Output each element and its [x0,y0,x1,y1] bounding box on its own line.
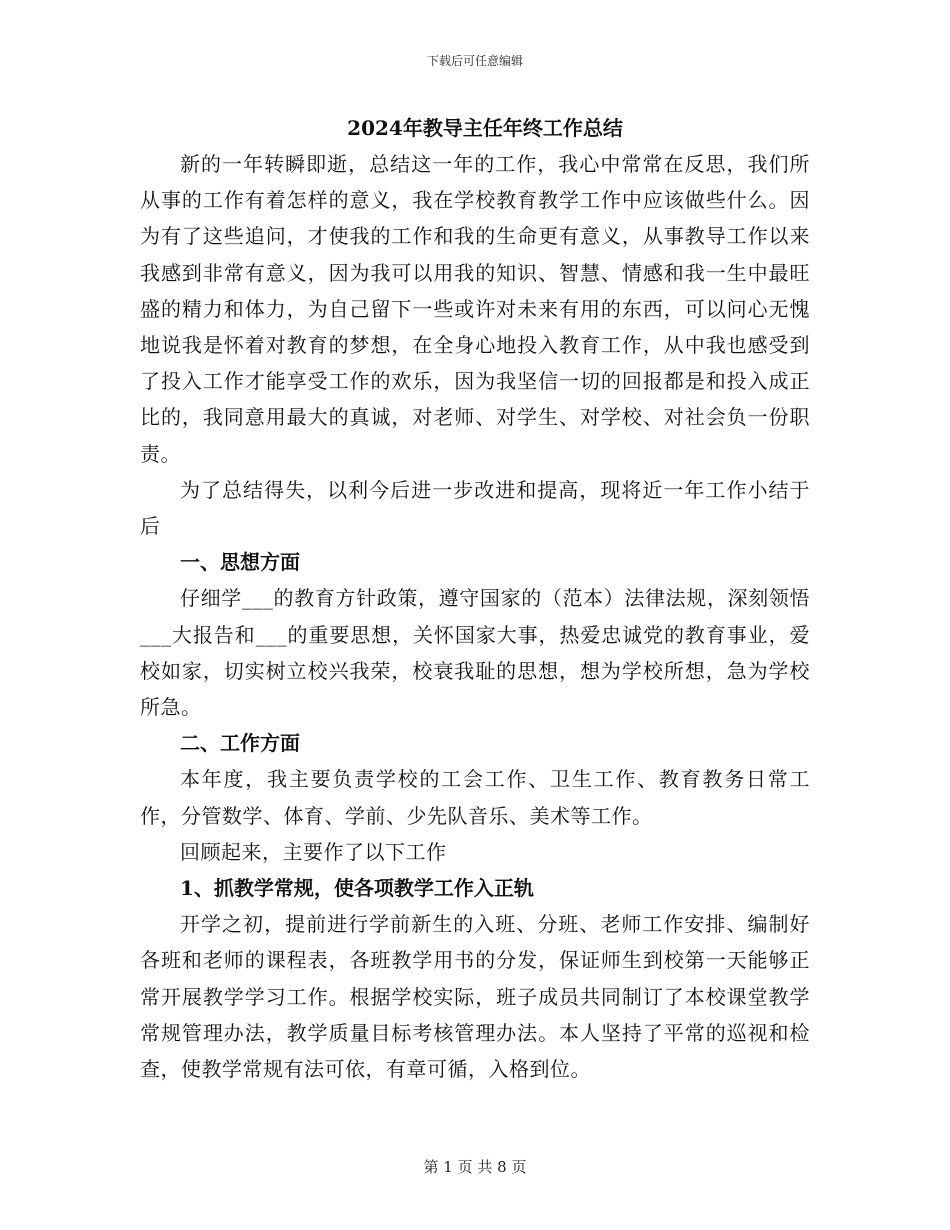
document-title: 2024年教导主任年终工作总结 [347,116,623,140]
section-heading: 一、思想方面 [180,550,300,575]
subsection-heading: 1、抓教学常规，使各项教学工作入正轨 [180,876,534,901]
section-heading: 二、工作方面 [180,731,300,756]
document-body [140,110,810,1087]
paragraph: 回顾起来，主要作了以下工作 [180,839,447,864]
header-note: 下载后可任意编辑 [426,54,523,68]
page-number: 第 1 页 共 8 页 [423,1158,527,1176]
paragraph: 仔细学___的教育方针政策，遵守国家的（范本）法律法规，深刻领悟___大报告和___的重要思想，关怀国家大事，热爱忠诚党的教育事业，爱校如家，切实树立校兴我荣，校衰我耻的思想，想为学校所想，急为学校所急。 [140,586,810,720]
paragraph: 本年度，我主要负责学校的工会工作、卫生工作、教育教务日常工作，分管数学、体育、学前、少先队音乐、美术等工作。 [140,767,810,828]
paragraph: 开学之初，提前进行学前新生的入班、分班、老师工作安排、编制好各班和老师的课程表，各班教学用书的分发，保证师生到校第一天能够正常开展教学学习工作。根据学校实际，班子成员共同制订了本校课堂教学常规管理办法，教学质量目标考核管理办法。本人坚持了平常的巡视和检查，使教学常规有法可依，有章可循，入格到位。 [140,912,810,1082]
paragraph: 为了总结得失，以利今后进一步改进和提高，现将近一年工作小结于后 [140,477,810,539]
paragraph: 新的一年转瞬即逝，总结这一年的工作，我心中常常在反思，我们所从事的工作有着怎样的意义，我在学校教育教学工作中应该做些什么。因为有了这些追问，才使我的工作和我的生命更有意义，从事教导工作以来我感到非常有意义，因为我可以用我的知识、智慧、情感和我一生中最旺盛的精力和体力，为自己留下一些或许对未来有用的东西，可以问心无愧地说我是怀着对教育的梦想，在全身心地投入教育工作，从中我也感受到了投入工作才能享受工作的欢乐，因为我坚信一切的回报都是和投入成正比的，我同意用最大的真诚，对老师、对学生、对学校、对社会负一份职责。 [140,152,810,466]
